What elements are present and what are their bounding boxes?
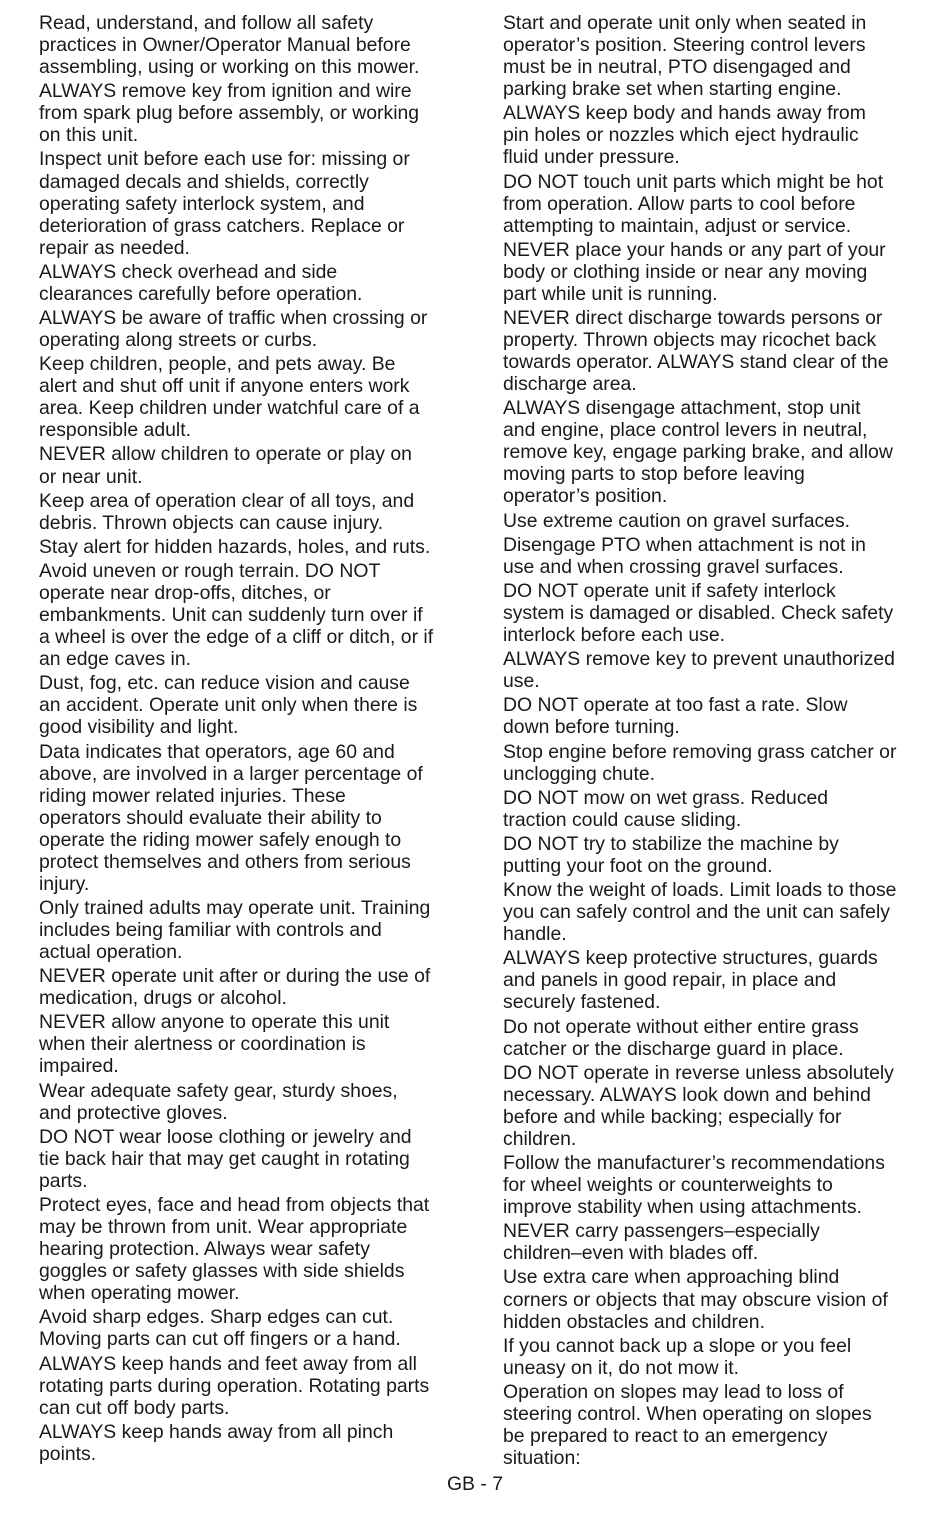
safety-paragraph: DO NOT touch unit parts which might be hot from operation. Allow parts to cool before attempting to maintain, adjust or service. bbox=[503, 170, 884, 237]
safety-paragraph: ALWAYS remove key from ignition and wire from spark plug before assembly, or working on this unit. bbox=[39, 80, 420, 147]
safety-paragraph: Keep children, people, and pets away. Be alert and shut off unit if anyone enters work area. Keep children under watchful care of a responsible adult. bbox=[39, 353, 420, 442]
safety-paragraph: Read, understand, and follow all safety practices in Owner/Operator Manual before assembling, using or working on this mower. bbox=[39, 12, 420, 79]
safety-paragraph: ALWAYS keep body and hands away from pin holes or nozzles which eject hydraulic fluid under pressure. bbox=[503, 102, 866, 169]
safety-paragraph: Operation on slopes may lead to loss of steering control. When operating on slopes be prepared to react to an emergency situation: bbox=[503, 1380, 872, 1470]
page-number: GB - 7 bbox=[446, 1473, 504, 1495]
safety-paragraph: Avoid uneven or rough terrain. DO NOT operate near drop-offs, ditches, or embankments. Unit can suddenly turn over if a wheel is over the edge of a cliff or ditch, or if an edge caves in. bbox=[39, 559, 434, 671]
safety-paragraph: Stay alert for hidden hazards, holes, and ruts. bbox=[39, 535, 431, 558]
safety-paragraph: DO NOT try to stabilize the machine by putting your foot on the ground. bbox=[503, 832, 839, 877]
safety-paragraph: NEVER operate unit after or during the use of medication, drugs or alcohol. bbox=[39, 965, 431, 1010]
safety-paragraph: Inspect unit before each use for: missing or damaged decals and shields, correctly operating safety interlock system, and deterioration of grass catchers. Replace or repair as needed. bbox=[39, 148, 410, 259]
safety-paragraph: Use extreme caution on gravel surfaces. bbox=[503, 509, 851, 532]
safety-paragraph: Dust, fog, etc. can reduce vision and cause an accident. Operate unit only when there is good visibility and light. bbox=[39, 672, 418, 739]
safety-paragraph: Avoid sharp edges. Sharp edges can cut. Moving parts can cut off fingers or a hand. bbox=[39, 1306, 401, 1351]
safety-paragraph: Data indicates that operators, age 60 and above, are involved in a larger percentage of riding mower related injuries. These operators should evaluate their ability to operate the riding mower safely enough to protect themselves and others from serious injury. bbox=[39, 740, 423, 895]
safety-paragraph: DO NOT mow on wet grass. Reduced traction could cause sliding. bbox=[503, 786, 829, 831]
safety-paragraph: NEVER carry passengers–especially children–even with blades off. bbox=[503, 1220, 820, 1265]
safety-paragraph: Do not operate without either entire grass catcher or the discharge guard in place. bbox=[503, 1015, 859, 1060]
safety-paragraph: DO NOT operate unit if safety interlock system is damaged or disabled. Check safety interlock before each use. bbox=[503, 579, 894, 647]
safety-paragraph: Disengage PTO when attachment is not in use and when crossing gravel surfaces. bbox=[503, 533, 866, 578]
safety-paragraph: ALWAYS remove key to prevent unauthorized use. bbox=[503, 648, 895, 693]
safety-paragraph: Wear adequate safety gear, sturdy shoes, and protective gloves. bbox=[39, 1079, 398, 1124]
left-column bbox=[39, 12, 474, 1467]
safety-paragraph: Protect eyes, face and head from objects that may be thrown from unit. Wear appropriate hearing protection. Always wear safety goggles or safety glasses with side shields when operating mower. bbox=[39, 1194, 430, 1305]
safety-paragraph: Start and operate unit only when seated in operator’s position. Steering control levers must be in neutral, PTO disengaged and parking brake set when starting engine. bbox=[503, 12, 867, 101]
safety-paragraph: DO NOT operate at too fast a rate. Slow down before turning. bbox=[503, 694, 848, 739]
safety-paragraph: DO NOT operate in reverse unless absolutely necessary. ALWAYS look down and behind before and while backing; especially for children. bbox=[503, 1061, 894, 1150]
safety-paragraph: ALWAYS be aware of traffic when crossing or operating along streets or curbs. bbox=[39, 306, 428, 352]
safety-paragraph: ALWAYS keep hands and feet away from all rotating parts during operation. Rotating parts can cut off body parts. bbox=[39, 1352, 430, 1419]
safety-paragraph: DO NOT wear loose clothing or jewelry and tie back hair that may get caught in rotating parts. bbox=[39, 1125, 412, 1192]
safety-paragraph: ALWAYS keep protective structures, guards and panels in good repair, in place and securely fastened. bbox=[503, 947, 878, 1014]
safety-paragraph: NEVER place your hands or any part of your body or clothing inside or near any moving part while unit is running. bbox=[503, 238, 886, 305]
safety-paragraph: NEVER direct discharge towards persons or property. Thrown objects may ricochet back towards operator. ALWAYS stand clear of the discharge area. bbox=[503, 306, 889, 396]
safety-paragraph: ALWAYS keep hands away from all pinch points. bbox=[39, 1420, 394, 1465]
safety-paragraph: Keep area of operation clear of all toys, and debris. Thrown objects can cause injury. bbox=[39, 489, 415, 534]
safety-paragraph: Stop engine before removing grass catcher or unclogging chute. bbox=[503, 740, 897, 785]
safety-paragraph: ALWAYS check overhead and side clearances carefully before operation. bbox=[39, 260, 363, 305]
right-column bbox=[503, 12, 943, 1471]
safety-paragraph: If you cannot back up a slope or you feel uneasy on it, do not mow it. bbox=[503, 1334, 852, 1379]
safety-paragraph: Know the weight of loads. Limit loads to those you can safely control and the unit can safely handle. bbox=[503, 879, 897, 946]
safety-paragraph: NEVER allow anyone to operate this unit when their alertness or coordination is impaired. bbox=[39, 1011, 390, 1078]
safety-paragraph: Only trained adults may operate unit. Training includes being familiar with controls and actual operation. bbox=[39, 896, 431, 964]
safety-paragraph: NEVER allow children to operate or play on or near unit. bbox=[39, 443, 412, 488]
safety-paragraph: Use extra care when approaching blind corners or objects that may obscure vision of hidden obstacles and children. bbox=[503, 1266, 888, 1333]
safety-paragraph: Follow the manufacturer’s recommendations for wheel weights or counterweights to improve stability when using attachments. bbox=[503, 1152, 885, 1219]
safety-paragraph: ALWAYS disengage attachment, stop unit and engine, place control levers in neutral, remove key, engage parking brake, and allow moving parts to stop before leaving operator’s position. bbox=[503, 397, 893, 508]
